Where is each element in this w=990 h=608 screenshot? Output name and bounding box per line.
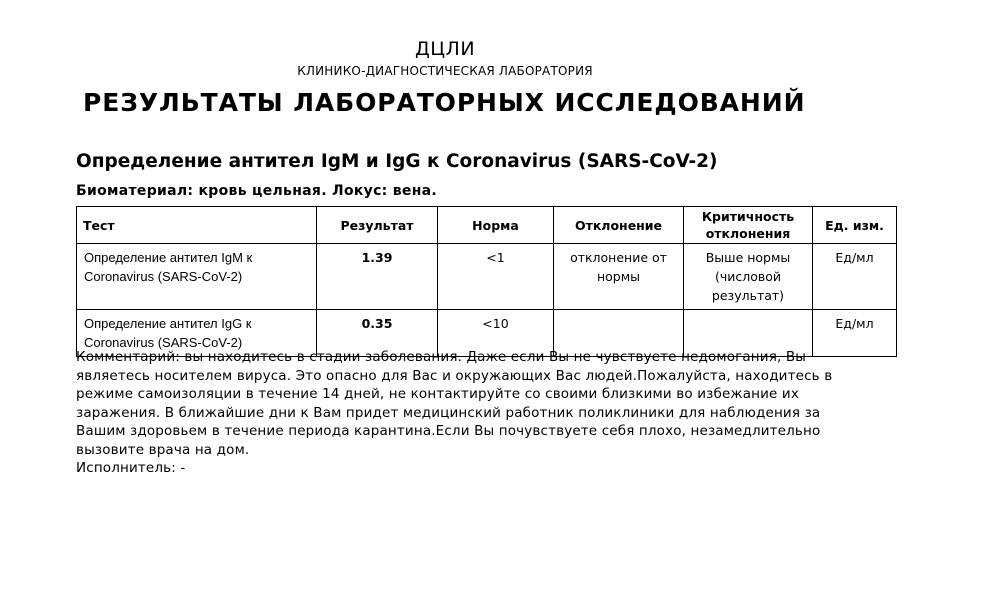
- report-title: РЕЗУЛЬТАТЫ ЛАБОРАТОРНЫХ ИССЛЕДОВАНИЙ: [83, 88, 806, 117]
- cell-result: 0.35: [317, 310, 438, 357]
- cell-unit: Ед/мл: [813, 310, 897, 357]
- cell-norm: <1: [438, 244, 554, 310]
- cell-test: Определение антител IgM к Coronavirus (SARS-CoV-2): [77, 244, 317, 310]
- biomaterial-line: Биоматериал: кровь цельная. Локус: вена.: [76, 183, 438, 199]
- header-criticality: Критичность отклонения: [684, 207, 813, 244]
- lab-name: ДЦЛИ: [414, 38, 476, 60]
- header-unit: Ед. изм.: [813, 207, 897, 244]
- header-test: Тест: [77, 207, 317, 244]
- results-table: [76, 206, 897, 357]
- test-section-title: Определение антител IgM и IgG к Coronavirus (SARS-CoV-2): [76, 151, 718, 172]
- comment-text: Комментарий: вы находитесь в стадии заболевания. Даже если Вы не чувствуете недомогания, Вы являетесь носителем вируса. Это опасно для Вас и окружающих Вас людей.Пожалуйста, находитесь в режиме самоизоляции в течение 14 дней, не контактируйте со своими близкими во избежание их заражения. В ближайшие дни к Вам придет медицинский работник поликлиники для наблюдения за Вашим здоровьем в течение периода карантина.Если Вы почувствуете себя плохо, незамедлительно вызовите врача на дом.: [76, 349, 833, 458]
- header-deviation: Отклонение: [554, 207, 684, 244]
- header-result: Результат: [317, 207, 438, 244]
- cell-deviation: отклонение от нормы: [554, 244, 684, 310]
- cell-criticality: Выше нормы (числовой результат): [684, 244, 813, 310]
- table-header-row: [77, 207, 897, 244]
- lab-subtitle: КЛИНИКО-ДИАГНОСТИЧЕСКАЯ ЛАБОРАТОРИЯ: [297, 64, 593, 78]
- cell-unit: Ед/мл: [813, 244, 897, 310]
- table-row: [77, 244, 897, 310]
- cell-test: Определение антител IgG к Coronavirus (SARS-CoV-2): [77, 310, 317, 357]
- header-norm: Норма: [438, 207, 554, 244]
- cell-norm: <10: [438, 310, 554, 357]
- cell-result: 1.39: [317, 244, 438, 310]
- executor-line: Исполнитель: -: [76, 460, 186, 476]
